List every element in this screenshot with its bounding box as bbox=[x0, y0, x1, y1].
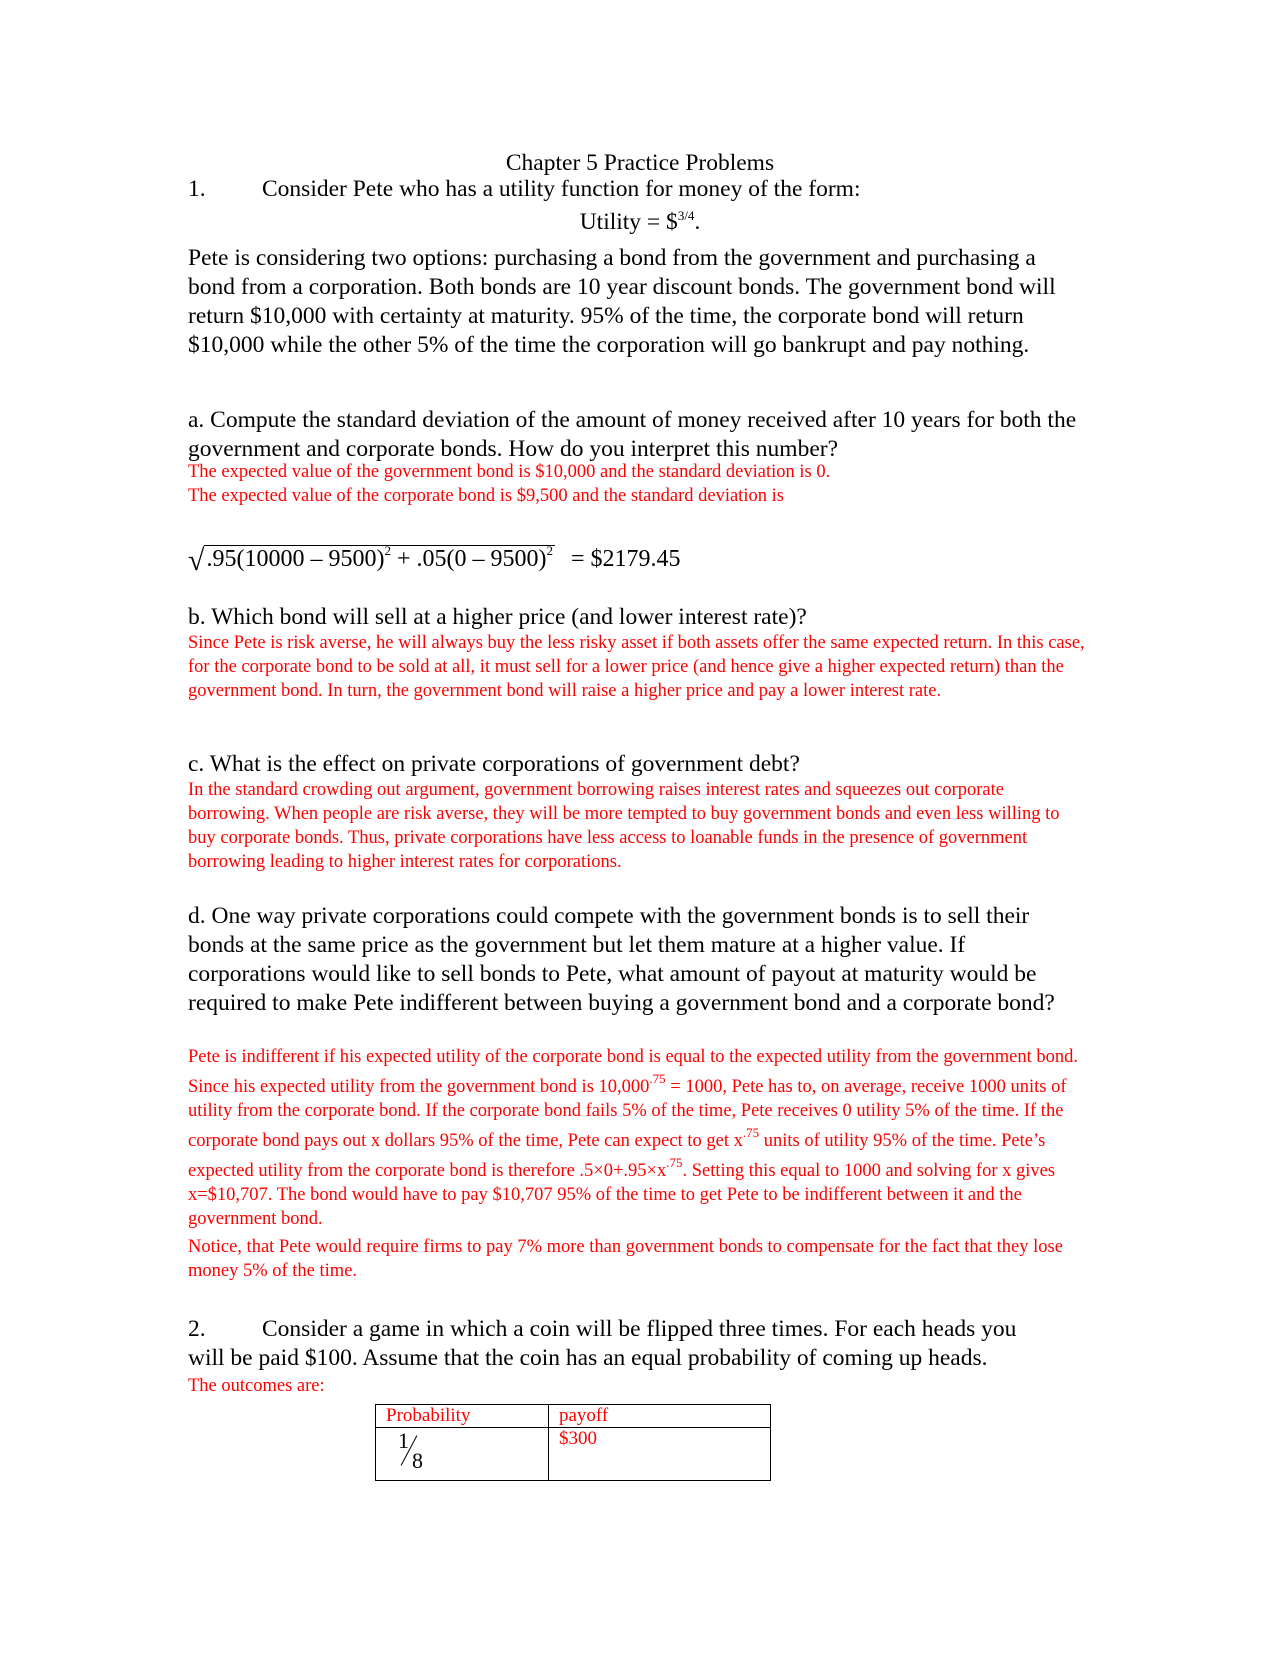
problem-setup: Pete is considering two options: purchasing a bond from the government and purchasing a bond from a corporation. Both bonds are 10 year discount bonds. The government bond will return $10,000 with certainty at maturity. 95% of the time, the corporate bond will return $10,000 while the other 5% of the time the corporation will go bankrupt and pay nothing. bbox=[188, 245, 1056, 358]
question-a: a. Compute the standard deviation of the amount of money received after 10 years for both the government and corporate bonds. How do you interpret this number? bbox=[188, 407, 1077, 462]
table-header-row bbox=[376, 1405, 771, 1428]
outcomes-label: The outcomes are: bbox=[188, 1376, 325, 1396]
question-c: c. What is the effect on private corporations of government debt? bbox=[188, 751, 800, 777]
answer-d: Pete is indifferent if his expected utility of the corporate bond is equal to the expected utility from the government bond. Since his expected utility from the government bond is $10,000^{.75} = 1000$, Pete has to, on average, receive 1000 units of utility from the corporate bond. If the corporate bond fails 5% of the time, Pete receives 0 utility 5% of the time. If the corporate bond pays out x dollars 95% of the time, Pete can expect to get $x^{.75}$ units of utility 95% of the time. Pete’s expected utility from the corporate bond is therefore $.5\times 0+.95\times x^{.75}$. Setting this equal to 1000 and solving for x gives x=$10,707. The bond would have to pay $10,707 95% of the time to get Pete to be indifferent between it and the government bond. bbox=[188, 1047, 1078, 1230]
question-text: Consider a game in which a coin will be flipped three times. For each heads you bbox=[262, 1316, 1017, 1342]
utility-formula bbox=[0, 208, 1280, 236]
page-title: Chapter 5 Practice Problems bbox=[505, 150, 775, 176]
question-number: 2. bbox=[188, 1316, 206, 1342]
utility-exponent: 3/4 bbox=[677, 208, 695, 223]
formula-result: = $2179.45 bbox=[570, 546, 681, 572]
question-2-line2: will be paid $100. Assume that the coin has an equal probability of coming up heads. bbox=[188, 1345, 988, 1371]
question-1-intro bbox=[188, 175, 860, 204]
question-b: b. Which bond will sell at a higher price (and lower interest rate)? bbox=[188, 604, 807, 630]
outcomes-table bbox=[375, 1404, 771, 1481]
probability-fraction: 1 8 bbox=[398, 1428, 423, 1473]
table-header-probability: Probability bbox=[376, 1405, 549, 1428]
std-dev-formula bbox=[188, 544, 681, 576]
answer-a-line1: The expected value of the government bond is $10,000 and the standard deviation is 0. bbox=[188, 462, 831, 482]
question-number: 1. bbox=[188, 176, 206, 202]
utility-label: Utility = $ bbox=[579, 208, 678, 235]
utility-end: . bbox=[694, 208, 701, 235]
payoff-cell: $300 bbox=[549, 1428, 771, 1481]
answer-a-line2: The expected value of the corporate bond is $9,500 and the standard deviation is bbox=[188, 486, 784, 506]
question-2-line1 bbox=[188, 1315, 1016, 1344]
answer-c: In the standard crowding out argument, government borrowing raises interest rates and squeezes out corporate borrowing. When people are risk averse, they will be more tempted to buy government bonds and even less willing to buy corporate bonds. Thus, private corporations have less access to loanable funds in the presence of government borrowing leading to higher interest rates for corporations. bbox=[188, 780, 1060, 872]
question-text: Consider Pete who has a utility function for money of the form: bbox=[262, 176, 861, 202]
answer-b: Since Pete is risk averse, he will always buy the less risky asset if both assets offer the same expected return. In this case, for the corporate bond to be sold at all, it must sell for a lower price (and hence give a higher expected return) than the government bond. In turn, the government bond will raise a higher price and pay a lower interest rate. bbox=[188, 633, 1085, 701]
probability-cell bbox=[376, 1428, 549, 1481]
notice-text: Notice, that Pete would require firms to pay 7% more than government bonds to compensate for the fact that they lose money 5% of the time. bbox=[188, 1237, 1063, 1281]
table-header-payoff: payoff bbox=[549, 1405, 771, 1428]
sqrt-icon: √ bbox=[188, 544, 205, 577]
question-d: d. One way private corporations could compete with the government bonds is to sell their bonds at the same price as the government but let them mature at a higher value. If corporations would like to sell bonds to Pete, what amount of payout at maturity would be required to make Pete indifferent between buying a government bond and a corporate bond? bbox=[188, 903, 1055, 1016]
table-row bbox=[376, 1428, 771, 1481]
formula-radicand: .95(10000 – 9500)$^2$ + .05(0 – 9500)$^2$ bbox=[206, 543, 553, 572]
